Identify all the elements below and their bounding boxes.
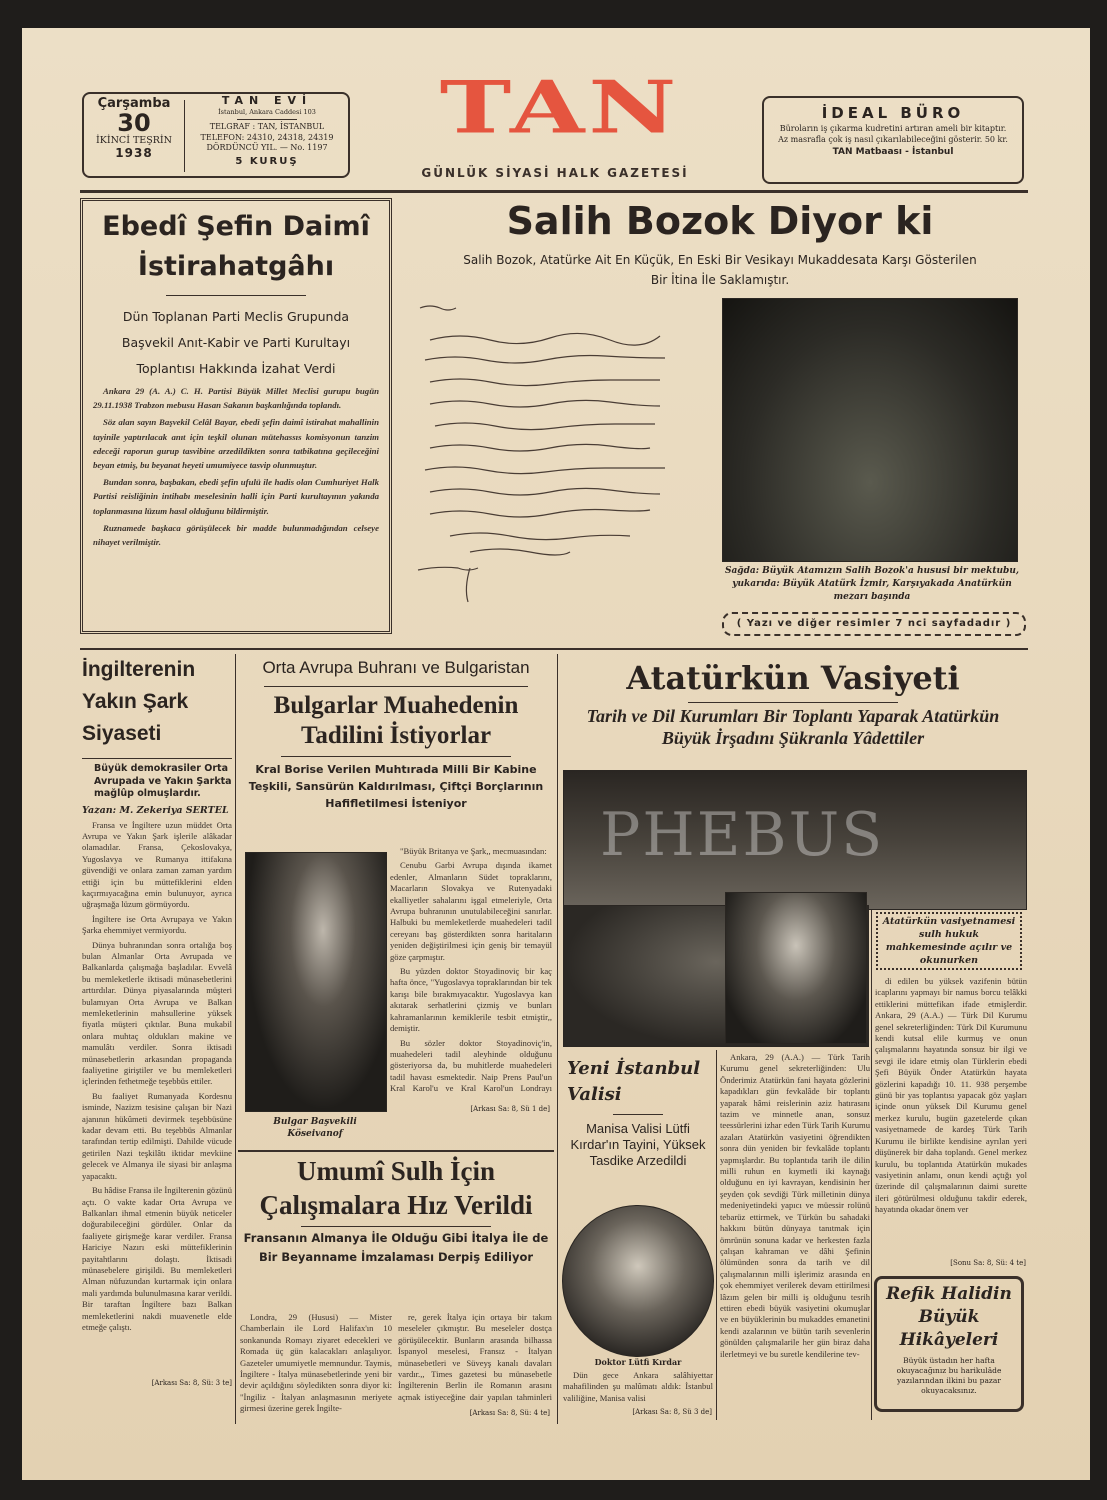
deck-vasiyet: Tarih ve Dil Kurumları Bir Toplantı Yaparak Atatürkün Büyük İrşadını Şükranla Yâdettiler (586, 706, 1000, 748)
year: 1938 (115, 146, 153, 160)
photo-caption-bulgar: Bulgar Başvekili Köseivanof (273, 1117, 357, 1139)
vasiyet-court-photo (563, 770, 1027, 910)
ad-title: Refik Halidin Büyük Hikâyeleri (886, 1284, 1012, 1350)
story-ingiltere (82, 654, 232, 1387)
paragraph: Londra, 29 (Hususi) — Mister Chamberlain ile Lord Halifax'ın 10 sonkanunda Romayı ziyaret edecekleri ve Romada üç gün kalacakları anlaşılıyor. Gazeteler umumiyetle memnundur. Taymis, İngiltere - İtalya münasebetlerinde yeni bir devir açıldığını söyledikten sonra diyor ki: "İngiliz - İtalyan anlaşmasının meriyete girmesi üzerine gerek İngilte- (240, 1312, 392, 1414)
story-body-sulh-col2 (398, 1312, 552, 1403)
story-body-vali (563, 1370, 713, 1404)
kicker-bulgar: Orta Avrupa Buhranı ve Bulgaristan (262, 658, 530, 677)
month: İKİNCİ TEŞRİN (96, 135, 172, 146)
telegraph: TELGRAF : TAN, İSTANBUL (209, 122, 325, 131)
story-ebedi-sefin (80, 198, 392, 634)
paragraph: di edilen bu yüksek vazifenin bütün icaplarını yapmayı bir namus borcu telâkki ettiklerini müttefikan ifade etmişlerdir. Ankara, 29 (A.A.) — Türk Dil Kurumu genel sekreterliğinden: Türk Dil Kurumunu kendi kutsal elile kurmuş ve onun çalışmalarını hayatında sonsuz bir ilgi ve sevgi ile idare etmiş olan Türklerin ebedi Şefi Büyük Önder Atatürkün hayata gözlerini kapadığı 10. 11. 938 perşembe günü bir yas toplantısı yapacak göz yaşları içinde onun yüksek Dil Kurumu genel merkez kurulu, bugün gazetelerde çıkan vasiyetnamede de kardeş Türk Tarih Kurumu ile birlikte kendisine ayrılan yeri düşünerek bir daha toplandı. Genel merkez kurulu, bu toplantıda Atatürkün mukades vasiyetinin anlamı, onun kendi açtığı yol üzerinde dil çalışmalarının daimi surette ileri götürülmesi olduğunu takdir ederek, hayatında okadar önem ver (875, 976, 1027, 1215)
story-body-vasiyet-col1 (720, 1052, 870, 1417)
koseivanof-portrait (245, 852, 387, 1112)
paragraph: Bu faaliyet Rumanyada Kordesnu isminde, Nazizm tesisine çalışan bir Nazi ajanının hükûmeti devirmek teşebbüsüne kadar devam etti. Bu teşebbüs Almanlar tarafından tertip edilmişti. Dahilde vücude getirilen Nazi teşkilâtı iktidar mevkiine gelecek ve Almanya ile siyasi bir anlaşma yapacaktı. (82, 1090, 232, 1181)
rule (688, 702, 898, 703)
rule (301, 1226, 491, 1227)
masthead-rule (80, 190, 1028, 193)
ataturk-photo-izmir (722, 298, 1018, 562)
headline-bulgar: Bulgarlar Muahedenin Tadilini İstiyorlar (273, 692, 519, 749)
ad-publisher: TAN Matbaası - İstanbul (832, 147, 954, 157)
continued-note-bulgar: [Arkası Sa: 8, Sü 1 de] (470, 1105, 550, 1113)
ad-ideal-buro (762, 96, 1024, 184)
column-rule (871, 910, 872, 1420)
ataturk-letter-image (410, 300, 710, 610)
continued-note-vasiyet: [Sonu Sa: 8, Sü: 4 te] (950, 1259, 1026, 1267)
day: 30 (117, 109, 151, 137)
column-rule (716, 1050, 717, 1420)
story-body (82, 820, 232, 1376)
paragraph: Dünya buhranından sonra ortalığa boş bulan Almanlar Orta Avrupada ve Balkanlarda çalışmağa başladılar. Evvelâ bu memleketlerle iktisadi münasebetlerini arttırdılar. Dünya piyasalarında müşteri bulamıyan Orta Avrupa ve Balkan memleketlerinin mahsullerine yüksek fiyatla müşteri çıktılar. Buna mukabil onlara muhtaç oldukları makine ve mamulâtı verdiler. Sonra iktisadi münasebetlerin arkasından propaganda faaliyetine giriştiler ve bu memleketleri içlerinden fethetmeğe teşebbüs ettiler. (82, 939, 232, 1087)
paragraph: Bu yüzden doktor Stoyadinoviç bir kaç hafta önce, "Yugoslavya topraklarından bir tek karışı bile bırakmıyacaktır. Yugoslavya kan akıtarak serhatlerini çizmiş ve bunları kahramanlarının kemiklerile tesbit etmiştir,, demiştir. (390, 966, 552, 1034)
story-body (83, 382, 389, 626)
deck-salih-bozok: Salih Bozok, Atatürke Ait En Küçük, En Eski Bir Vesikayı Mukaddesata Karşı Gösterilen Bir İtina İle Saklamıştır. (463, 253, 977, 287)
paragraph: Ankara 29 (A. A.) C. H. Partisi Büyük Millet Meclisi gurupu bugün 29.11.1938 Trabzon mebusu Hasan Sakanın başkanlığında toplandı. (93, 386, 379, 411)
deck-umumi-sulh: Fransanın Almanya İle Olduğu Gibi İtalya İle de Bir Beyanname İmzalaması Derpiş Ediliyor (243, 1231, 549, 1264)
paragraph: Bundan sonra, başbakan, ebedi şefin ufulü ile hadis olan Cumhuriyet Halk Partisi reisliğinin intihabı meselesinin halli için Parti kurultayının yakında toplanmasına lüzum hasıl olduğunu bildirmiştir. (93, 477, 379, 516)
lutfi-kirdar-portrait (562, 1205, 714, 1357)
paragraph: Ankara, 29 (A.A.) — Türk Tarih Kurumu genel sekreterliğinden: Ulu Önderimiz Atatürkün fani hayata gözlerini kapadıkları gün fevkalâde bir toplantı yaparak hâmi reislerinin aziz hatırasını tazim ve minnetle anan, sonsuz teessürlerini izhar eden Türk Tarih Kurumu azaları Atatürkün vasiyetini öğrendikten sonra dün yeniden bir fevkalâde toplantı yapmışlardır. Bu toplantıda tarih ile dilin milli ruhun en kıymetli iki kaynağı olduğunu en iyi kavrayan, kendisinin her şeyden çok sevdiği Türk milletinin dünya medeniyetindeki yapıcı ve müessir rolünü tebarüz ettirmek, ve Türkün bu sahadaki hakkını bütün dünyaya tanıtmak için ömrünün sonuna kadar ve herkesten fazla çalışan kahraman ve dâhi Şefinin ölümünden sonra da tarih ve dil çalışmalarının milli işlerimiz arasında en çok ehemmiyet verilerek devam ettirilmesi lâzım gelen bir milli iş olduğunu tesrih ettiren ebedi büyük vasiyetini okumuşlar ve en büyüklerinin bu mukaddes emanetini kendi azalarının ve bütün tarih sevenlerin gönülden çalışmalarile her gün biraz daha ilerletmeyi ve bu suretle kendilerine tev- (720, 1052, 870, 1359)
photo-caption-vali: Doktor Lütfi Kırdar (594, 1357, 682, 1367)
continued-note: [Arkası Sa: 8, Sü: 3 te] (151, 1378, 232, 1387)
section-rule (80, 648, 1028, 650)
deck-bulgar: Kral Borise Verilen Muhtırada Milli Bir Kabine Teşkili, Sansürün Kaldırılması, Çiftçi Borçlarının Hafifletilmesi İsteniyor (248, 763, 544, 810)
deck: Büyük demokrasiler Orta Avrupada ve Yakın Şarkta mağlûp olmuşlardır. (94, 763, 232, 799)
deck: Manisa Valisi Lütfi Kırdar'ın Tayini, Yüksek Tasdike Arzedildi (570, 1121, 706, 1168)
office-address: İstanbul, Ankara Caddesi 103 (218, 107, 316, 116)
office-block (188, 96, 346, 167)
continued-note-salih: ( Yazı ve diğer resimler 7 nci sayfadadır ) (722, 612, 1026, 636)
handwritten-letter-icon (410, 300, 710, 610)
paragraph: Bu hâdise Fransa ile İngilterenin gözünü açtı. O vakte kadar Orta Avrupa ve Balkanları ihmal etmenin büyük neticeler doğurabileceğini gördüler. Onlar da faaliyete girişmeğe karar verdiler. Fransa Hariciye Nazırı eski müttefiklerinin payitahtlarını dolaştı. İktisadi münasebelere girişildi. Bu memleketleri Alman nüfuzundan kurtarmak için onlara mali yardımda bulunulmasına karar verildi. Bir taraftan İngiltere bazı Balkan memleketlerini nakdi muavenetle elde etmeğe çalıştı. (82, 1185, 232, 1332)
office-name: TAN EVİ (221, 94, 313, 107)
headline-vasiyet: Atatürkün Vasiyeti (626, 659, 960, 697)
date-box (82, 92, 350, 178)
newspaper-logo: TAN (439, 64, 681, 150)
watermark: PHEBUS (600, 800, 885, 870)
vasiyet-judge-photo (725, 892, 867, 1044)
ad-refik-halid (874, 1276, 1024, 1412)
divider (184, 100, 185, 172)
story-sulh-header (238, 1154, 554, 1267)
weekday: Çarşamba (97, 96, 171, 111)
rule (264, 686, 528, 687)
newspaper-subtitle: GÜNLÜK SİYASİ HALK GAZETESİ (421, 166, 689, 180)
headline-umumi-sulh: Umumî Sulh İçin Çalışmalara Hız Verildi (259, 1156, 533, 1220)
paragraph: re, gerek İtalya için ortaya bir takım meseleler çıkmıştır. Bu meseleler dostça görüşülecektir. Bunların arasında bilhassa İspanyol meselesi, Fransız - İtalyan münasebetleri ve Süveyş kanalı davaları vardır.,, Times gazetesi bu münasebetle İngilterenin Berlin ile Romanın arasını açmak istiyeceğine dair yapılan tahminleri (398, 1312, 552, 1402)
ad-title: İDEAL BÜRO (821, 104, 965, 122)
price: 5 KURUŞ (235, 155, 299, 167)
ad-text: Büroların iş çıkarma kudretini artıran ameli bir kitaptır. Az masrafla çok iş nasıl çıkarılabileceğini gösterir. 50 kr. (778, 124, 1008, 144)
column-rule (557, 654, 558, 1424)
paragraph: Fransa ve İngiltere uzun müddet Orta Avrupa ve Yakın Şark işlerile alâkadar olamadılar. Fransa, Çekoslovakya, Yugoslavya ve Rumanya ittifakına güvendiği ve onlara zaman zaman yardım ettiği için bu müttefiklerini elden kaçırmıyacağına emin bulunuyor, ayrıca uğraşmağa lüzum görmüyordu. (82, 819, 232, 910)
byline: Yazan: M. Zekeriya SERTEL (82, 804, 229, 816)
phone: TELEFON: 24310, 24318, 24319 (200, 132, 334, 142)
headline: Ebedî Şefin Daimî İstirahatgâhı (102, 211, 370, 282)
ad-text: Büyük üstadın her hafta okuyacağınız bu harikulâde yazılarından ilkini bu pazar okuyacaksınız. (896, 1356, 1002, 1395)
kicker: Yeni İstanbul Valisi (567, 1058, 701, 1105)
deck: Dün Toplanan Parti Meclis Grupunda Başvekil Anıt-Kabir ve Parti Kurultayı Toplantısı Hakkında İzahat Verdi (121, 309, 351, 376)
date-block (88, 96, 180, 160)
photo-caption-salih: Sağda: Büyük Atamızın Salih Bozok'a hususi bir mektubu, yukarıda: Büyük Atatürk İzmir, Karşıyakada Anatürkün mezarı başında (724, 566, 1020, 602)
paragraph: Bu sözler doktor Stoyadinoviç'in, muahedeleri tadil aleyhinde olduğunu gösteriyorsa da, bu muhitlerde muahedeleri tadil havası esmektedir. Naip Prens Paul'un Kral Karol'u ve Kral Karol'un Londrayı (390, 1037, 552, 1094)
issue: DÖRDÜNCÜ YIL. — No. 1197 (206, 143, 328, 152)
paragraph: İngiltere ise Orta Avrupaya ve Yakın Şarka ehemmiyet vermiyordu. (82, 913, 232, 936)
story-body-bulgar (390, 846, 552, 1094)
continued-note-vali: [Arkası Sa: 8, Sü 3 de] (632, 1408, 712, 1416)
story-vali (563, 1056, 713, 1169)
rule (281, 756, 511, 757)
paragraph: Ruznamede başkaca görüşülecek bir madde bulunmadığından celseye nihayet verilmiştir. (93, 522, 379, 548)
rule (238, 1150, 554, 1152)
story-bulgar-header (238, 656, 554, 812)
paragraph: Cenubu Garbi Avrupa dışında ikamet edenler, Almanların Südet topraklarını, Macarların Slovakya ve Rutenyadaki ekalliyetler sahalarını işgal etmeleriyle, Orta Avrupa buhranının unutulabileceğini sanırlar. Halbuki bu memleketlerde muahedeleri tadil cereyanı baş gösterdikten sonra haritaların yeniden değiştirilmesi için geniş bir temayül göze çarpmıştır. (390, 860, 552, 962)
paragraph: Dün gece Ankara salâhiyettar mahafilinden şu malûmatı aldık: İstanbul valiliğine, Manisa valisi (563, 1370, 713, 1403)
paragraph: Söz alan sayın Başvekil Celâl Bayar, ebedi şefin daimî istirahat mahallinin tayinile yaptırılacak anıt için teşkil olunan mütehassıs komisyonun tanzim edeceği raporun gurup tasvibine arzedildikten sonra tatbikatına geçileceğini beyan etmiş, bu beyanat heyeti umumiyece tasvip olunmuştur. (93, 417, 379, 471)
column-rule (235, 654, 236, 1424)
story-body-vasiyet-col2 (875, 976, 1027, 1250)
continued-note-sulh: [Arkası Sa: 8, Sü: 4 te] (469, 1409, 550, 1417)
photo-caption-vasiyet: Atatürkün vasiyetnamesi sulh hukuk mahkemesinde açılır ve okunurken (876, 912, 1022, 970)
paragraph: "Büyük Britanya ve Şark,, mecmuasından: (400, 846, 547, 856)
story-body-sulh-col1 (240, 1312, 392, 1414)
headline: İngilterenin Yakın Şark Siyaseti (82, 658, 196, 745)
headline-salih-bozok: Salih Bozok Diyor ki (506, 199, 934, 243)
story-vasiyet-header (560, 656, 1026, 749)
